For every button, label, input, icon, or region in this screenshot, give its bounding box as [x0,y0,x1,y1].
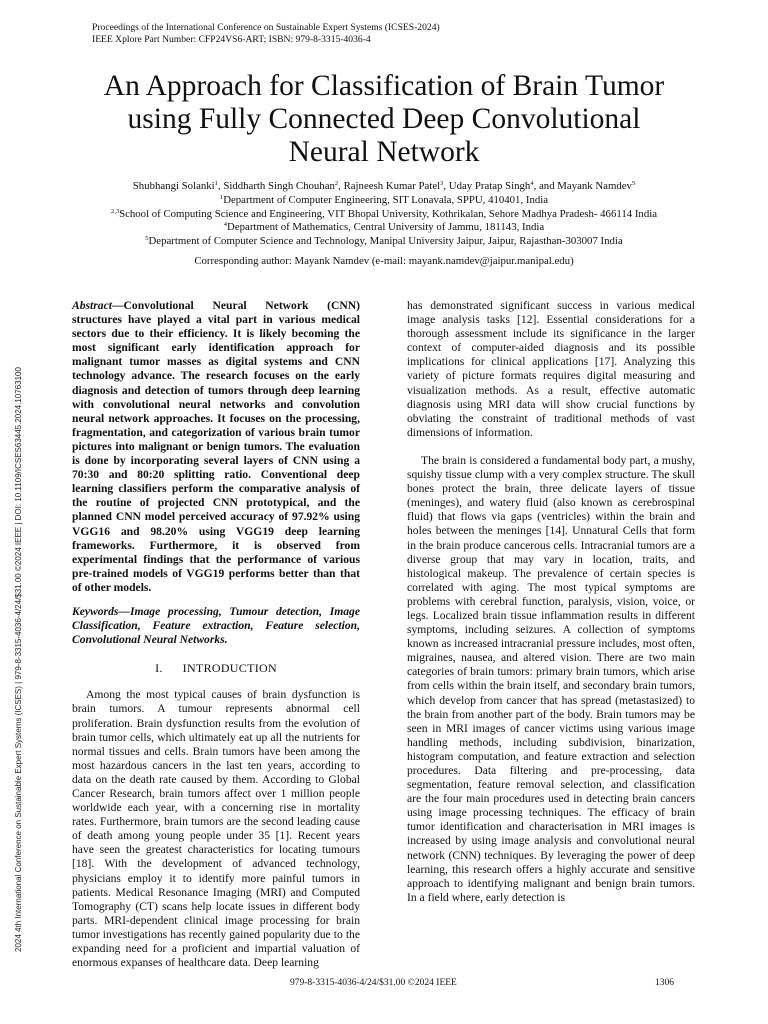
title-line: using Fully Connected Deep Convolutional [127,103,641,135]
affiliation-text: Department of Computer Science and Technology, Manipal University Jaipur, Jaipur, Rajasthan-303007 India [148,234,623,247]
title-line: Neural Network [288,136,480,168]
section-number: I. [155,661,163,676]
abstract-text: Convolutional Neural Network (CNN) structures have played a vital part in various medical sectors due to their efficiency. It is likely becoming the most significant early identification approach for malignant tumor masses as digital systems and CNN technology advance. The research focuses on the early diagnosis and detection of tumors through deep learning with convolutional neural networks and convolution neural network approaches. It focuses on the processing, fragmentation, and categorization of various brain tumor pictures into malignant or benign tumors. The evaluation is done by incorporating several layers of CNN using a 70:30 and 80:20 splitting ratio. Conventional deep learning classifiers perform the comparative analysis of the routine of projected CNN prototypical, and the planned CNN model perceived accuracy of 97.92% using VGG16 and 98.20% using VGG19 deep learning frameworks. Furthermore, it is observed from experimental findings that the performance of various pre-trained models of VGG19 performs better than that of other models. [72,299,360,594]
author-name: Siddharth Singh Chouhan [223,180,335,192]
affiliation [40,194,728,208]
abstract [72,299,360,595]
section-heading [72,661,360,675]
left-column [72,299,360,970]
proceedings-line-2: IEEE Xplore Part Number: CFP24VS6-ART; ISBN: 979-8-3315-4036-4 [92,33,371,45]
affiliation-list [40,194,728,248]
keywords [72,605,360,647]
section-title: INTRODUCTION [182,661,277,676]
author-sup: 2 [334,180,339,187]
author-sup: 5 [631,180,636,187]
proceedings-line-1: Proceedings of the International Conference on Sustainable Expert Systems (ICSES-2024) [92,22,440,33]
page-number: 1306 [655,978,674,988]
title-line: An Approach for Classification of Brain Tumor [103,70,665,102]
affiliation-sup: 5 [145,234,149,242]
body-paragraph: Among the most typical causes of brain dysfunction is brain tumors. A tumour represents abnormal cell proliferation. Brain dysfunction results from the evolution of brain tumor cells, which ultimately eat up all the nutrients for normal tissues and cells. Brain tumors have been among the most hazardous cancers in the last ten years, according to data on the death rate caused by them. According to Global Cancer Research, brain tumors affect over 1 million people worldwide each year, with a concerning rise in mortality rates. Furthermore, brain tumors are the second leading cause of death among young people under 35 [1]. Recent years have seen the greatest characteristics for locating tumours [18]. With the development of advanced technology, physicians employ it to identify more painful tumors in patients. Medical Resonance Imaging (MRI) and Computed Tomography (CT) scans help locate issues in different body parts. MRI-dependent clinical image processing for brain tumor investigations has recently gained popularity due to the expanding need for a proficient and impartial valuation of enormous expanses of healthcare data. Deep learning [72,688,360,970]
author-sup: 3 [440,180,444,187]
body-paragraph: has demonstrated significant success in various medical image analysis tasks [12]. Essential considerations for a thorough assessment include its significance in the larger context of computer-aided diagnosis and its possible implications for clinical applications [17]. Analyzing this variety of picture formats requires digital measuring and visualization methods. As a result, effective automatic diagnosis using MRI data will show crucial functions by obviating the constraint of traditional methods of vast dimensions of information. [407,299,695,439]
body-paragraph: The brain is considered a fundamental body part, a mushy, squishy tissue clump with a very complex structure. The skull bones protect the brain, three delicate layers of tissue (meninges), and watery fluid (also known as cerebrospinal fluid) that flows via gaps (ventricles) within the brain and holes between the meninges [14]. Unnatural Cells that form in the brain produce cancerous cells. Intracranial tumors are a diverse group that may vary in location, traits, and histological makeup. The prevalence of certain species is correlated with aging. The most typical symptoms are problems with cerebral function, paralysis, vision, voice, or legs. Localized brain tissue inflammation results in different symptoms, including seizures. A collection of symptoms known as increased intracranial pressure includes, most often, migraines, nausea, and altered vision. There are two main categories of brain tumors: primary brain tumors, which arise from cells within the brain itself, and secondary brain tumors, which develop from cancer that has spread (metastasized) to the brain from another part of the body. Brain tumors may be seen in MRI images of cancer victims using various image handling methods, including subdivision, binarization, histogram computation, and feature extraction and selection procedures. Data filtering and pre-processing, data segmentation, feature removal selection, and classification are the four main procedures used in detecting brain cancers using image processing techniques. The efficacy of brain tumor identification and characterisation in MRI images is increased by using image analysis and convolutional neural network (CNN) techniques. By leveraging the power of deep learning, this research offers a highly accurate and sensitive approach to identifying malignant and benign brain tumors. In a field where, early detection is [407,453,695,904]
footer-isbn: 979-8-3315-4036-4/24/$31.00 ©2024 IEEE [290,978,457,988]
author-name: Uday Pratap Singh [448,180,531,192]
abstract-label: Abstract— [72,299,124,312]
author-conjunction: and [539,180,555,192]
affiliation [40,221,728,235]
proceedings-header [92,22,440,45]
corresponding-author: Corresponding author: Mayank Namdev (e-mail: mayank.namdev@jaipur.manipal.edu) [194,255,574,267]
author-list: Shubhangi Solanki$^1$, Siddharth Singh Chouhan$^2$, Rajneesh Kumar Patel$^3$, Uday Pratap Singh$^4$, and Mayank Namdev$^5$ [132,180,636,192]
affiliation [40,235,728,249]
keywords-text: Image processing, Tumour detection, Image Classification, Feature extraction, Feature selection, Convolutional Neural Networks. [72,604,360,647]
author-sup: 1 [214,180,218,187]
author-name: Rajneesh Kumar Patel [343,180,441,192]
side-citation: 2024 4th International Conference on Sustainable Expert Systems (ICSES) | 979-8-3315-4036-4/24/$31.00 ©2024 IEEE | DOI: 10.1109/ICSES63445.2024.10763100 [14,367,23,952]
affiliation-sup: 1 [219,194,224,201]
affiliation [40,208,728,222]
author-name: Mayank Namdev [557,180,632,192]
keywords-label: Keywords— [72,604,130,618]
affiliation-sup: 2,3 [110,207,120,215]
right-column [407,299,695,905]
affiliation-text: School of Computing Science and Engineering, VIT Bhopal University, Kothrikalan, Sehore Madhya Pradesh- 466114 India [119,207,658,220]
affiliation-text: Department of Computer Engineering, SIT Lonavala, SPPU, 410401, India [223,194,549,206]
affiliation-text: Department of Mathematics, Central University of Jammu, 181143, India [227,221,545,234]
paper-title [40,70,728,169]
author-sup: 4 [530,180,534,187]
affiliation-sup: 4 [223,221,228,229]
author-name: Shubhangi Solanki [132,180,215,192]
